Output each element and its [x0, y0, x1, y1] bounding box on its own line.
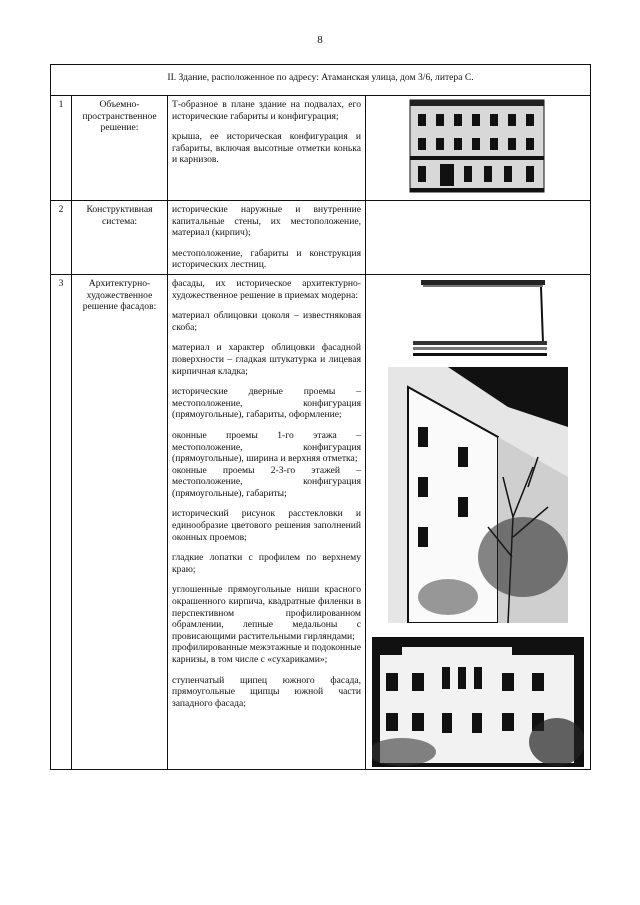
- photo-cell: [366, 96, 591, 201]
- description-paragraph: крыша, ее историческая конфигурация и габариты, включая высотные отметки конька и карнизов.: [172, 131, 361, 166]
- element-description: [168, 201, 366, 275]
- row-number: 1: [51, 96, 72, 201]
- row-number: 3: [51, 274, 72, 769]
- description-paragraph: исторические дверные проемы – местоположение, конфигурация (прямоугольные), габариты, оформление;: [172, 386, 361, 421]
- description-paragraph: исторический рисунок расстекловки и единообразие цветового решения заполнений оконных проемов;: [172, 508, 361, 543]
- description-paragraph: материал и характер облицовки фасадной поверхности – гладкая штукатурка и лицевая кирпичная кладка;: [172, 342, 361, 377]
- cornice-detail-photo: [403, 277, 553, 359]
- building-courtyard-photo: [372, 637, 584, 767]
- description-paragraph: материал облицовки цоколя – известняковая скоба;: [172, 310, 361, 333]
- element-description: [168, 274, 366, 769]
- section-header-row: [51, 65, 591, 96]
- element-name: Объемно-пространственное решение:: [72, 96, 168, 201]
- description-paragraph: гладкие лопатки с профилем по верхнему краю;: [172, 552, 361, 575]
- page-number: 8: [317, 34, 323, 46]
- preservation-table: [50, 64, 591, 770]
- building-facade-photo: [404, 98, 552, 196]
- element-name: Конструктивная система:: [72, 201, 168, 275]
- description-paragraph: фасады, их историческое архитектурно-художественное решение в приемах модерна:: [172, 277, 361, 301]
- row-number: 2: [51, 201, 72, 275]
- description-paragraph: оконные проемы 1-го этажа – местоположение, конфигурация (прямоугольные), ширина и верхняя отметка; оконные проемы 2-3-го этажей – местоположение, конфигурация (прямоугольные), габариты;: [172, 429, 361, 499]
- photo-cell: [366, 274, 591, 769]
- table-row: [51, 96, 591, 201]
- description-paragraph: ступенчатый щипец южного фасада, прямоугольные щипцы южной части западного фасада;: [172, 674, 361, 709]
- description-paragraph: Т-образное в плане здание на подвалах, его исторические габариты и конфигурация;: [172, 99, 361, 122]
- building-side-photo: [388, 367, 568, 623]
- section-title: II. Здание, расположенное по адресу: Атаманская улица, дом 3/6, литера С.: [51, 65, 591, 96]
- table-row: [51, 274, 591, 769]
- description-paragraph: местоположение, габариты и конструкция исторических лестниц.: [172, 247, 361, 271]
- description-paragraph: углошенные прямоугольные ниши красного окрашенного кирпича, квадратные филенки в перспективном профилированном обрамлении, лепные медальоны с провисающими растительными гирляндами; профилированные межэтажные и подоконные карнизы, в том числе с «сухариками»;: [172, 584, 361, 665]
- element-description: [168, 96, 366, 201]
- element-name: Архитектурно-художественное решение фасадов:: [72, 274, 168, 769]
- table-row: [51, 201, 591, 275]
- empty-photo-cell: [366, 201, 591, 275]
- description-paragraph: исторические наружные и внутренние капитальные стены, их местоположение, материал (кирпич);: [172, 204, 361, 239]
